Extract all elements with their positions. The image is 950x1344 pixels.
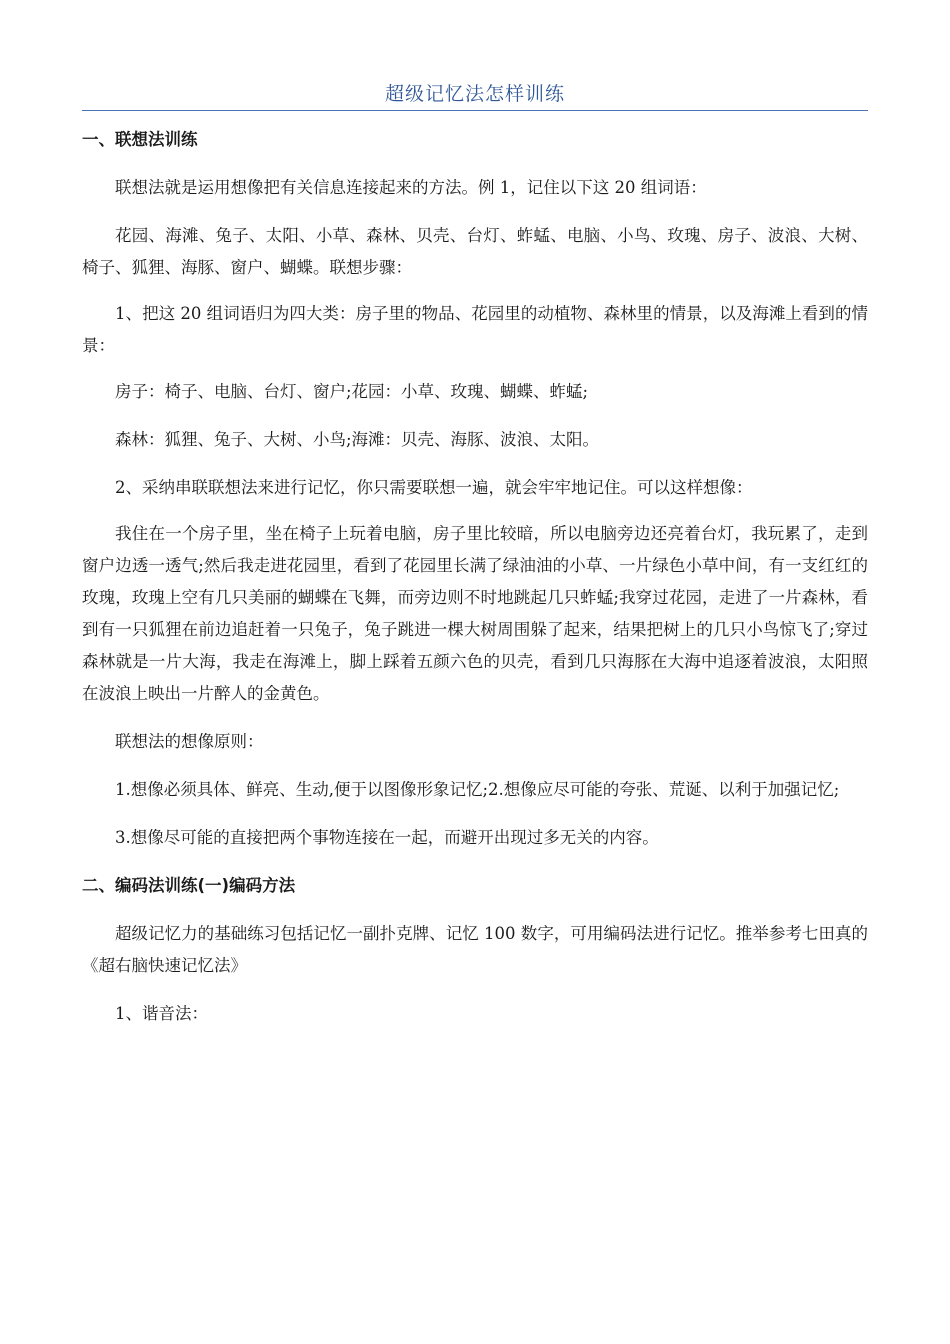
paragraph: 森林：狐狸、兔子、大树、小鸟;海滩：贝壳、海豚、波浪、太阳。 xyxy=(115,430,600,449)
paragraph: 1、谐音法： xyxy=(115,1004,208,1023)
page-title: 超级记忆法怎样训练 xyxy=(384,83,565,105)
paragraph: 3.想像尽可能的直接把两个事物连接在一起，而避开出现过多无关的内容。 xyxy=(115,828,659,847)
document-body xyxy=(82,124,868,1030)
section-heading-association: 一、联想法训练 xyxy=(82,130,198,149)
section-heading-encoding: 二、编码法训练(一)编码方法 xyxy=(82,876,296,895)
paragraph: 1、把这 20 组词语归为四大类：房子里的物品、花园里的动植物、森林里的情景，以及海滩上看到的情景： xyxy=(82,304,868,355)
title-block xyxy=(82,80,868,108)
title-underline xyxy=(82,110,868,111)
paragraph: 2、采纳串联联想法来进行记忆，你只需要联想一遍，就会牢牢地记住。可以这样想像： xyxy=(115,478,753,497)
paragraph: 联想法就是运用想像把有关信息连接起来的方法。例 1，记住以下这 20 组词语： xyxy=(115,178,707,197)
paragraph: 1.想像必须具体、鲜亮、生动,便于以图像形象记忆;2.想像应尽可能的夸张、荒诞、以利于加强记忆; xyxy=(115,780,840,799)
paragraph: 联想法的想像原则： xyxy=(115,732,264,751)
paragraph: 超级记忆力的基础练习包括记忆一副扑克牌、记忆 100 数字，可用编码法进行记忆。推举参考七田真的《超右脑快速记忆法》 xyxy=(82,924,868,975)
paragraph: 我住在一个房子里，坐在椅子上玩着电脑，房子里比较暗，所以电脑旁边还亮着台灯，我玩累了，走到窗户边透一透气;然后我走进花园里，看到了花园里长满了绿油油的小草、一片绿色小草中间，有一支红红的玫瑰，玫瑰上空有几只美丽的蝴蝶在飞舞，而旁边则不时地跳起几只蚱蜢;我穿过花园，走进了一片森林，看到有一只狐狸在前边追赶着一只兔子，兔子跳进一棵大树周围躲了起来，结果把树上的几只小鸟惊飞了;穿过森林就是一片大海，我走在海滩上，脚上踩着五颜六色的贝壳，看到几只海豚在大海中追逐着波浪，太阳照在波浪上映出一片醉人的金黄色。 xyxy=(82,524,868,703)
paragraph: 花园、海滩、兔子、太阳、小草、森林、贝壳、台灯、蚱蜢、电脑、小鸟、玫瑰、房子、波浪、大树、椅子、狐狸、海豚、窗户、蝴蝶。联想步骤： xyxy=(82,226,868,277)
paragraph: 房子：椅子、电脑、台灯、窗户;花园：小草、玫瑰、蝴蝶、蚱蜢; xyxy=(115,382,589,401)
